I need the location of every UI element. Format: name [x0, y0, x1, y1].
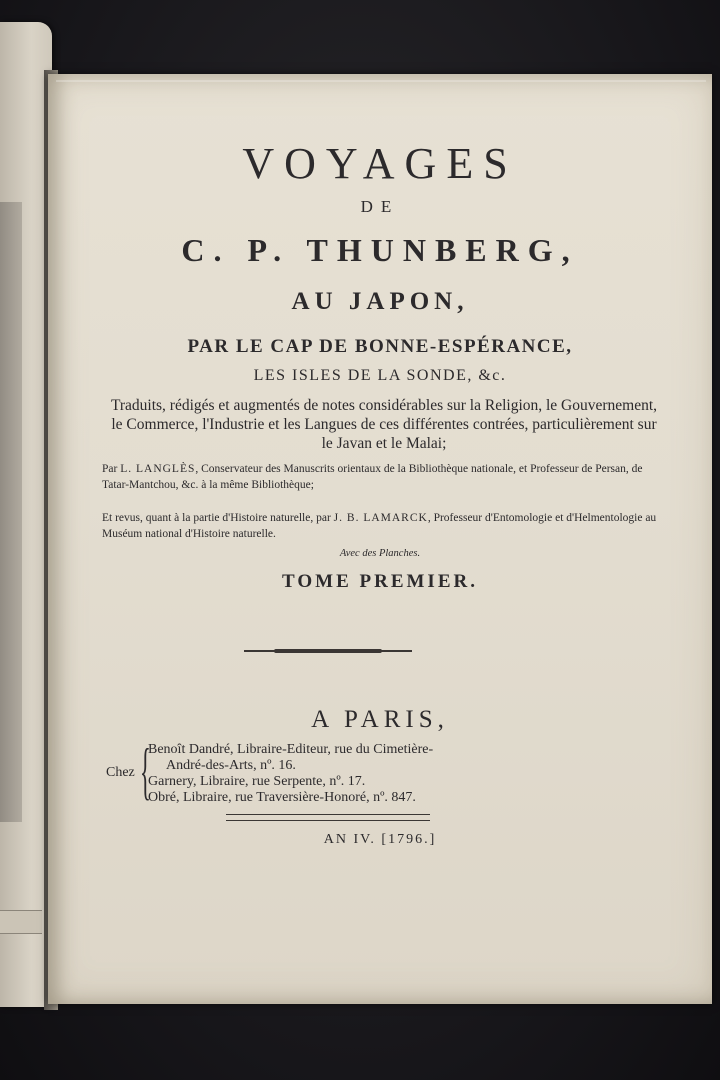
publication-date: AN IV. [1796.] — [323, 832, 437, 847]
title-page — [48, 74, 712, 1004]
publisher-list — [148, 742, 433, 806]
volume-label: TOME PREMIER. — [282, 571, 478, 592]
langles-text: , Conservateur des Manuscrits orientaux de la Bibliothèque nationale, et Professeur de Persan, de Tatar-Mantchou, &c. à la même Bibliothèque; — [102, 463, 643, 491]
publisher-line: André-des-Arts, nº. 16. — [166, 758, 296, 773]
route-line: PAR LE CAP DE BONNE-ESPÉRANCE, — [187, 336, 573, 357]
lamarck-credit — [102, 510, 668, 542]
curly-brace-icon: { — [140, 735, 151, 806]
double-rule — [226, 814, 430, 821]
publisher-line: Obré, Libraire, rue Traversière-Honoré, nº. 847. — [148, 790, 416, 805]
destination: AU JAPON, — [291, 288, 469, 315]
paper-tab — [0, 910, 42, 934]
lamarck-name: J. B. LAMARCK — [333, 512, 428, 524]
planches-note: Avec des Planches. — [339, 548, 421, 559]
publisher-line: Benoît Dandré, Libraire-Editeur, rue du Cimetière- — [148, 742, 434, 757]
chez-label: Chez — [106, 765, 135, 780]
langles-credit — [102, 461, 668, 493]
facing-plate-shadow — [0, 202, 22, 822]
book-title: VOYAGES — [242, 139, 518, 188]
publisher-line: Garnery, Libraire, rue Serpente, nº. 17. — [148, 774, 366, 789]
islands-line: LES ISLES DE LA SONDE, &c. — [253, 367, 507, 384]
decorative-rule — [244, 650, 412, 652]
translation-note: Traduits, rédigés et augmentés de notes considérables sur la Religion, le Gouvernement, le Commerce, l'Industrie et les Langues de ces différentes contrées, particulièrement sur le Javan et le Malai; — [110, 397, 658, 452]
lamarck-prefix: Et revus, quant à la partie d'Histoire naturelle, par — [102, 512, 331, 524]
lamarck-text: , Professeur d'Entomologie et d'Helmentologie au Muséum national d'Histoire naturelle. — [102, 512, 657, 540]
publishers-block — [106, 735, 626, 806]
langles-prefix: Par — [102, 463, 118, 475]
title-de: DE — [360, 197, 400, 216]
langles-name: L. LANGLÈS — [120, 463, 196, 475]
imprint-city: A PARIS, — [311, 706, 449, 733]
author-name: C. P. THUNBERG, — [181, 232, 579, 268]
